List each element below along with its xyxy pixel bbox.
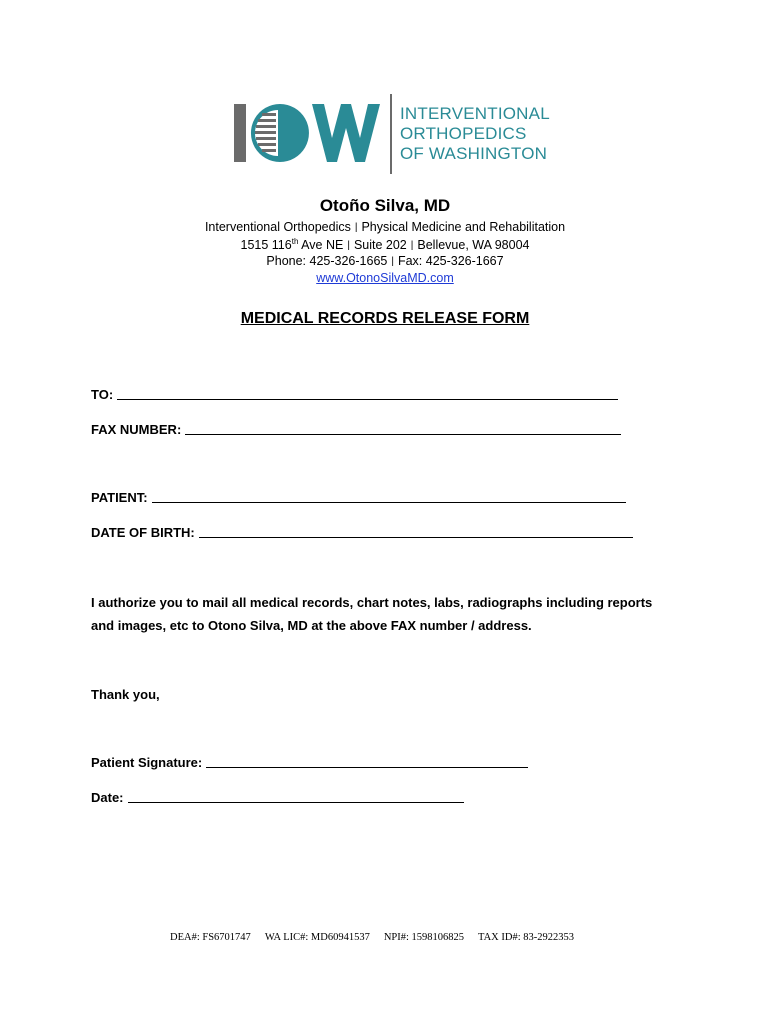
patient-signature-blank-line[interactable] [206, 755, 528, 768]
authorization-statement [91, 591, 691, 637]
website-line [0, 271, 770, 285]
fax-number-label: FAX NUMBER: [91, 422, 182, 437]
form-title: MEDICAL RECORDS RELEASE FORM [240, 310, 530, 327]
to-label: TO: [91, 387, 114, 402]
credentials-footer [170, 932, 588, 943]
patient-blank-line[interactable] [152, 490, 626, 503]
address-line [0, 237, 770, 252]
patient-label: PATIENT: [91, 490, 148, 505]
separator: | [391, 256, 394, 267]
separator: | [354, 222, 358, 233]
address-street: Ave NE [298, 238, 344, 253]
date-label: Date: [91, 790, 124, 805]
date-of-birth-field [91, 525, 633, 540]
doctor-name: Otoño Silva, MD [319, 196, 451, 215]
contact-line [0, 254, 770, 268]
to-blank-line[interactable] [117, 387, 618, 400]
date-field [91, 790, 464, 805]
npi-number: NPI#: 1598106825 [383, 932, 465, 943]
dea-number: DEA#: FS6701747 [170, 932, 251, 943]
specialty-line [0, 220, 770, 234]
logo-text-line3: OF WASHINGTON [400, 144, 548, 163]
address-ordinal: th [291, 237, 299, 246]
fax-number: Fax: 425-326-1667 [397, 254, 504, 268]
authorization-line-1: I authorize you to mail all medical records, chart notes, labs, radiographs including reports [91, 595, 653, 610]
date-of-birth-blank-line[interactable] [199, 525, 633, 538]
date-blank-line[interactable] [128, 790, 464, 803]
patient-signature-field [91, 755, 528, 770]
logo-divider [390, 94, 392, 174]
iow-logo-mark [232, 104, 382, 162]
patient-signature-label: Patient Signature: [91, 755, 203, 770]
date-of-birth-label: DATE OF BIRTH: [91, 525, 195, 540]
address-city: Bellevue, WA 98004 [417, 238, 530, 253]
logo-text-line2: ORTHOPEDICS [400, 124, 527, 143]
separator: | [410, 240, 414, 252]
tax-id-number: TAX ID#: 83-2922353 [478, 932, 575, 943]
specialty-b: Physical Medicine and Rehabilitation [361, 220, 566, 234]
iow-logo [232, 92, 550, 176]
patient-field [91, 490, 626, 505]
fax-number-blank-line[interactable] [185, 422, 621, 435]
authorization-line-2: and images, etc to Otono Silva, MD at the above FAX number / address. [91, 618, 532, 633]
logo-text [400, 104, 550, 164]
logo-text-line1: INTERVENTIONAL [400, 104, 550, 123]
wa-license-number: WA LIC#: MD60941537 [264, 932, 370, 943]
separator: | [347, 240, 350, 252]
address-suite: Suite 202 [353, 238, 407, 253]
fax-number-field [91, 422, 621, 437]
phone-number: Phone: 425-326-1665 [266, 254, 388, 268]
specialty-a: Interventional Orthopedics [204, 220, 351, 234]
address-number: 1515 116 [240, 238, 292, 253]
closing-thanks: Thank you, [91, 687, 160, 702]
website-link[interactable]: www.OtonoSilvaMD.com [316, 271, 454, 285]
to-field [91, 387, 618, 402]
